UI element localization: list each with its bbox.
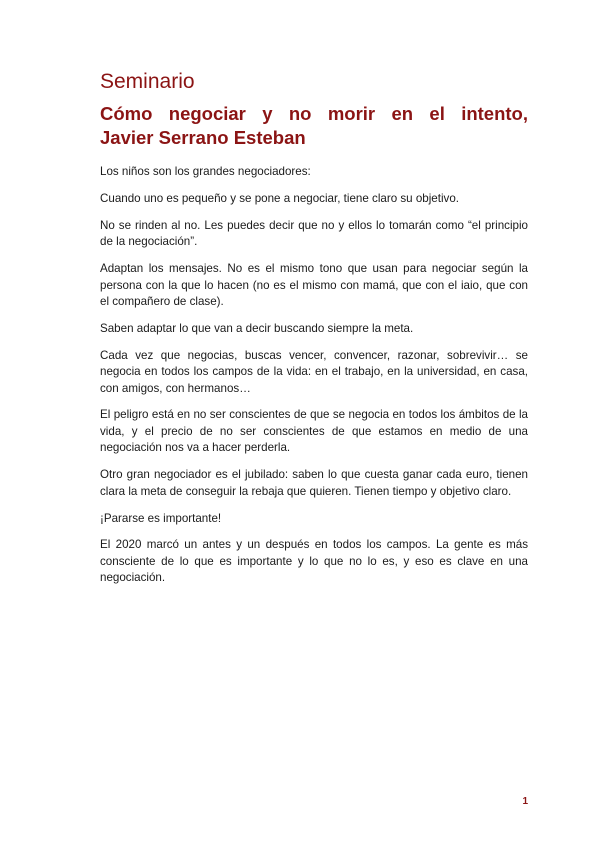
page-number: 1 [522, 796, 528, 807]
subtitle-line-1: Cómo negociar y no morir en el intento, [100, 103, 528, 124]
document-subtitle [100, 102, 528, 150]
paragraph: ¡Pararse es importante! [100, 511, 222, 525]
paragraph: Saben adaptar lo que van a decir buscando siempre la meta. [100, 321, 414, 335]
document-page [100, 68, 528, 597]
paragraph: Otro gran negociador es el jubilado: saben lo que cuesta ganar cada euro, tienen clara la meta de conseguir la rebaja que quieren. Tienen tiempo y objetivo claro. [100, 468, 528, 498]
paragraph: El 2020 marcó un antes y un después en todos los campos. La gente es más consciente de lo que es importante y lo que no lo es, y eso es clave en una negociación. [100, 538, 528, 585]
document-title: Seminario [100, 70, 195, 93]
paragraph: Los niños son los grandes negociadores: [100, 165, 311, 178]
paragraph: El peligro está en no ser conscientes de que se negocia en todos los ámbitos de la vida, y el precio de no ser conscientes de que estamos en medio de una negociación nos va a hacer perderla. [100, 408, 528, 455]
paragraph: Cuando uno es pequeño y se pone a negociar, tiene claro su objetivo. [100, 191, 460, 205]
paragraph: No se rinden al no. Les puedes decir que no y ellos lo tomarán como “el principio de la negociación”. [100, 218, 528, 249]
subtitle-line-2: Javier Serrano Esteban [100, 127, 306, 148]
paragraph: Adaptan los mensajes. No es el mismo tono que usan para negociar según la persona con la que lo hacen (no es el mismo con mamá, que con el iaio, que con el compañero de clase). [100, 262, 528, 308]
paragraph: Cada vez que negocias, buscas vencer, convencer, razonar, sobrevivir… se negocia en todos los campos de la vida: en el trabajo, en la universidad, en casa, con amigos, con hermanos… [100, 348, 528, 395]
